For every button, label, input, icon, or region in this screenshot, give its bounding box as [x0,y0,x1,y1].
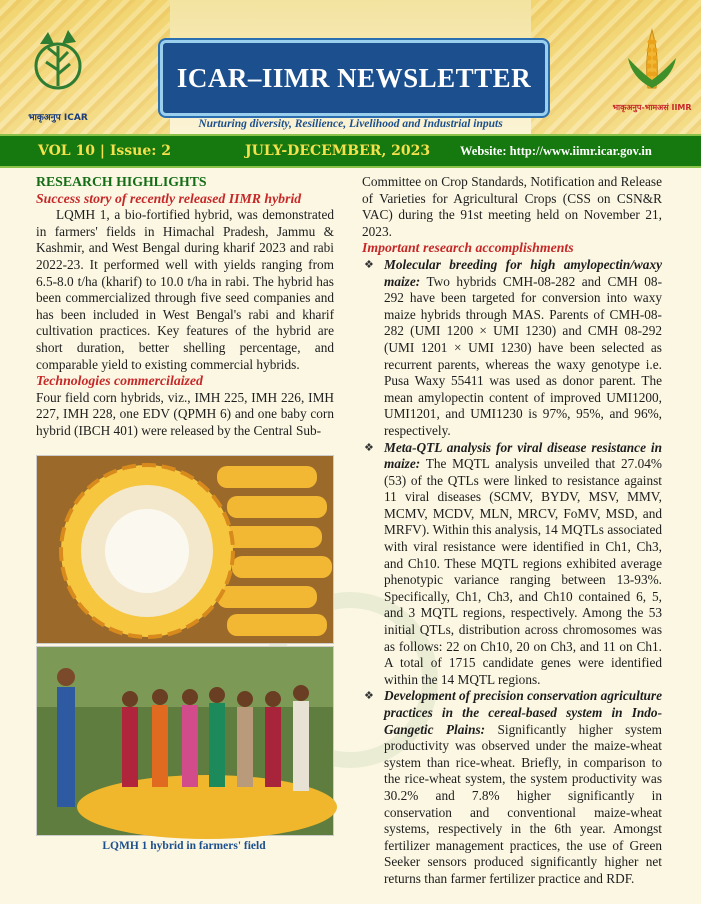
right-column [362,174,662,888]
farmers-field-photo [36,646,334,836]
issue-date: JULY-DECEMBER, 2023 [245,143,431,159]
subheading-success-story: Success story of recently released IIMR hybrid [36,190,302,206]
accomplishment-title: Meta-QTL analysis for viral disease resistance in maize: [384,439,662,472]
tagline: Nurturing diversity, Resilience, Livelihood and Industrial inputs [198,118,503,130]
logo-right-text: भाकृअनुप-भामअसं IIMR [612,103,692,112]
newsletter-title: ICAR–IIMR NEWSLETTER [176,62,532,93]
subheading-technologies: Technologies commercilaized [36,373,203,389]
corn-cob-photo [36,455,334,644]
continued-paragraph: Committee on Crop Standards, Notification and Release of Varieties for Agricultural Crops (CSS on CSN&R VAC) during the 91st meeting held on November 21, 2023. [362,174,662,239]
section-heading: RESEARCH HIGHLIGHTS [36,174,207,189]
icar-logo [28,22,92,132]
diamond-bullet-icon: ❖ [364,258,374,271]
photo-caption: LQMH 1 hybrid in farmers' field [102,840,266,852]
accomplishment-title: Molecular breeding for high amylopectin/waxy maize: [384,256,662,289]
accomplishment-text: The MQTL analysis unveiled that 27.04% (53) of the QTLs were linked to resistance against 11 viral diseases (SCMV, BYDV, MSV, MMV, MCMV, MCDV, MLN, MRCV, FoMV, MSD, and MRFV). Within this analysis, 14 MQTLs associated with viral resistance were identified in Ch1, Ch3, and Ch10. These MQTL regions exhibited average phenotypic variance ranging between 13-93%. Specifically, Ch1, Ch3, and Ch10 contained 6, 5, and 3 MQTL regions, respectively. Among the 53 initial QTLs, distribution across chromosomes was as follows: 22 on Ch10, 20 on Ch3, and 11 on Ch1. A total of 1715 candidate genes were identified within the 14 MQTL regions. [384,456,662,687]
accomplishment-text: Significantly higher system productivity was observed under the maize-wheat system than rice-wheat. Briefly, in comparison to the rice-wheat system, the system productivity was 30.2% and 7.8% higher significantly in conservation and conventional maize-wheat systems, respectively in the 6th year. Amongst fertilizer management practices, the use of Green Seeker sensors produced significantly higher net returns than farmer fertilizer practice and RDF. [384,721,663,886]
newsletter-title-box [160,40,548,116]
info-bar [0,134,701,168]
accomplishment-title: Development of precision conservation agriculture practices in the cereal-based system in Indo-Gangetic Plains: [384,688,662,737]
technologies-paragraph: Four field corn hybrids, viz., IMH 225, IMH 226, IMH 227, IMH 228, one EDV (QPMH 6) and one baby corn hybrid (IBCH 401) were released by the Central Sub- [36,389,334,438]
website-link[interactable]: Website: http://www.iimr.icar.gov.in [460,144,652,158]
success-story-paragraph: LQMH 1, a bio-fortified hybrid, was demonstrated in farmers' fields in Himachal Pradesh, Jammu & Kashmir, and West Bengal during kharif 2023 and rabi 2022-23. It performed well with yields ranging from 6.5-8.0 t/ha (kharif) to 10.0 t/ha in rabi. The hybrid has been commercialized through five seed companies and has been included in West Bengal's rabi and kharif cultivation practices. Key features of the hybrid are short duration, better shelling percentage, and comparable yield to existing commercial hybrids. [36,207,334,372]
logo-left-text: भाकृअनुप ICAR [28,113,88,123]
iimr-logo [612,18,692,118]
accomplishment-item [362,440,662,689]
diamond-bullet-icon: ❖ [364,441,374,454]
accomplishment-item [362,688,662,887]
diamond-bullet-icon: ❖ [364,690,374,703]
accomplishment-text: Two hybrids CMH-08-282 and CMH 08-292 have been targeted for conversion into waxy maize hybrids through MAS. Parents of CMH-08-282 (UMI 1200 × UMI 1230) and CMH 08-292 (UMI 1201 × UMI 1230) have been selected as recurrent parents, whereas the waxy genotype i.e. Pusa Waxy 55411 was used as donor parent. The mean amylopectin content of improved UMI1200, UMI1201, and UMI1230 is 97%, 95%, and 96%, respectively. [384,273,662,438]
accomplishment-item [362,257,662,440]
header-banner [0,0,701,135]
volume-issue: VOL 10 | Issue: 2 [38,143,172,159]
left-column [36,174,334,440]
subheading-accomplishments: Important research accomplishments [362,240,574,256]
